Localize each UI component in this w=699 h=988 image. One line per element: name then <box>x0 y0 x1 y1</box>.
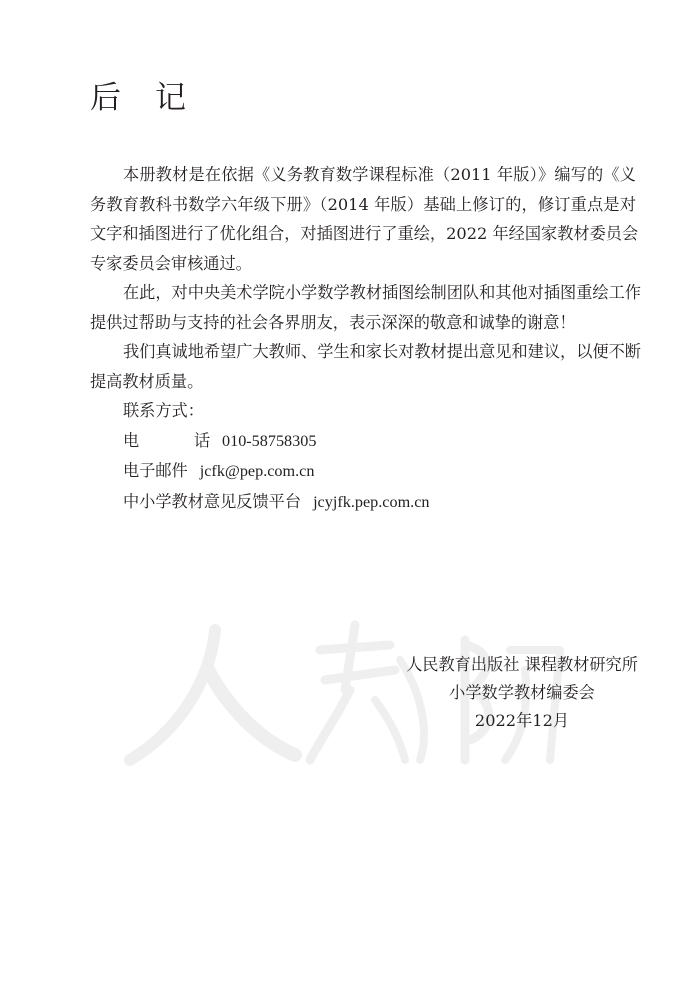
title-char: 后 <box>90 80 155 116</box>
paragraph <box>90 278 641 337</box>
email-label: 电子邮件 <box>123 461 188 480</box>
text-line: 提高教材质量。 <box>90 371 204 391</box>
phone-number: 010-58758305 <box>222 431 317 450</box>
email-address[interactable]: jcfk@pep.com.cn <box>199 462 315 480</box>
title-char: 记 <box>155 80 220 116</box>
contact-phone <box>90 426 636 457</box>
afterword-body <box>90 160 641 517</box>
text-line: 提供过帮助与支持的社会各界朋友，表示深深的敬意和诚挚的谢意！ <box>90 312 576 332</box>
contact-email <box>90 456 636 487</box>
contact-heading: 联系方式： <box>123 401 204 420</box>
signature-block <box>402 651 642 735</box>
text-line: 在此，对中央美术学院小学数学教材插图绘制团队和其他对插图重绘工作 <box>123 283 641 302</box>
page-title <box>90 72 220 117</box>
signature-date: 2022年12月 <box>474 711 570 730</box>
platform-url[interactable]: jcyjfk.pep.com.cn <box>313 492 430 511</box>
signature-publisher: 人民教育出版社 课程教材研究所 <box>406 655 638 674</box>
text-line: 专家委员会审核通过。 <box>90 253 252 273</box>
platform-label: 中小学教材意见反馈平台 <box>123 491 302 511</box>
text-line: 本册教材是在依据《义务教育数学课程标准（2011 年版）》编写的《义 <box>123 165 636 184</box>
paragraph <box>90 337 641 396</box>
phone-label-char: 电 <box>123 430 140 450</box>
signature-committee: 小学数学教材编委会 <box>449 683 595 702</box>
text-line: 文字和插图进行了优化组合，对插图进行了重绘，2022 年经国家教材委员会 <box>90 224 639 243</box>
phone-label-char: 话 <box>193 430 210 450</box>
text-line: 务教育教科书数学六年级下册》（2014 年版）基础上修订的，修订重点是对 <box>90 194 636 214</box>
text-line: 我们真诚地希望广大教师、学生和家长对教材提出意见和建议，以便不断 <box>123 342 641 361</box>
phone-label <box>123 426 210 456</box>
paragraph <box>90 160 639 278</box>
contact-platform <box>90 487 636 518</box>
